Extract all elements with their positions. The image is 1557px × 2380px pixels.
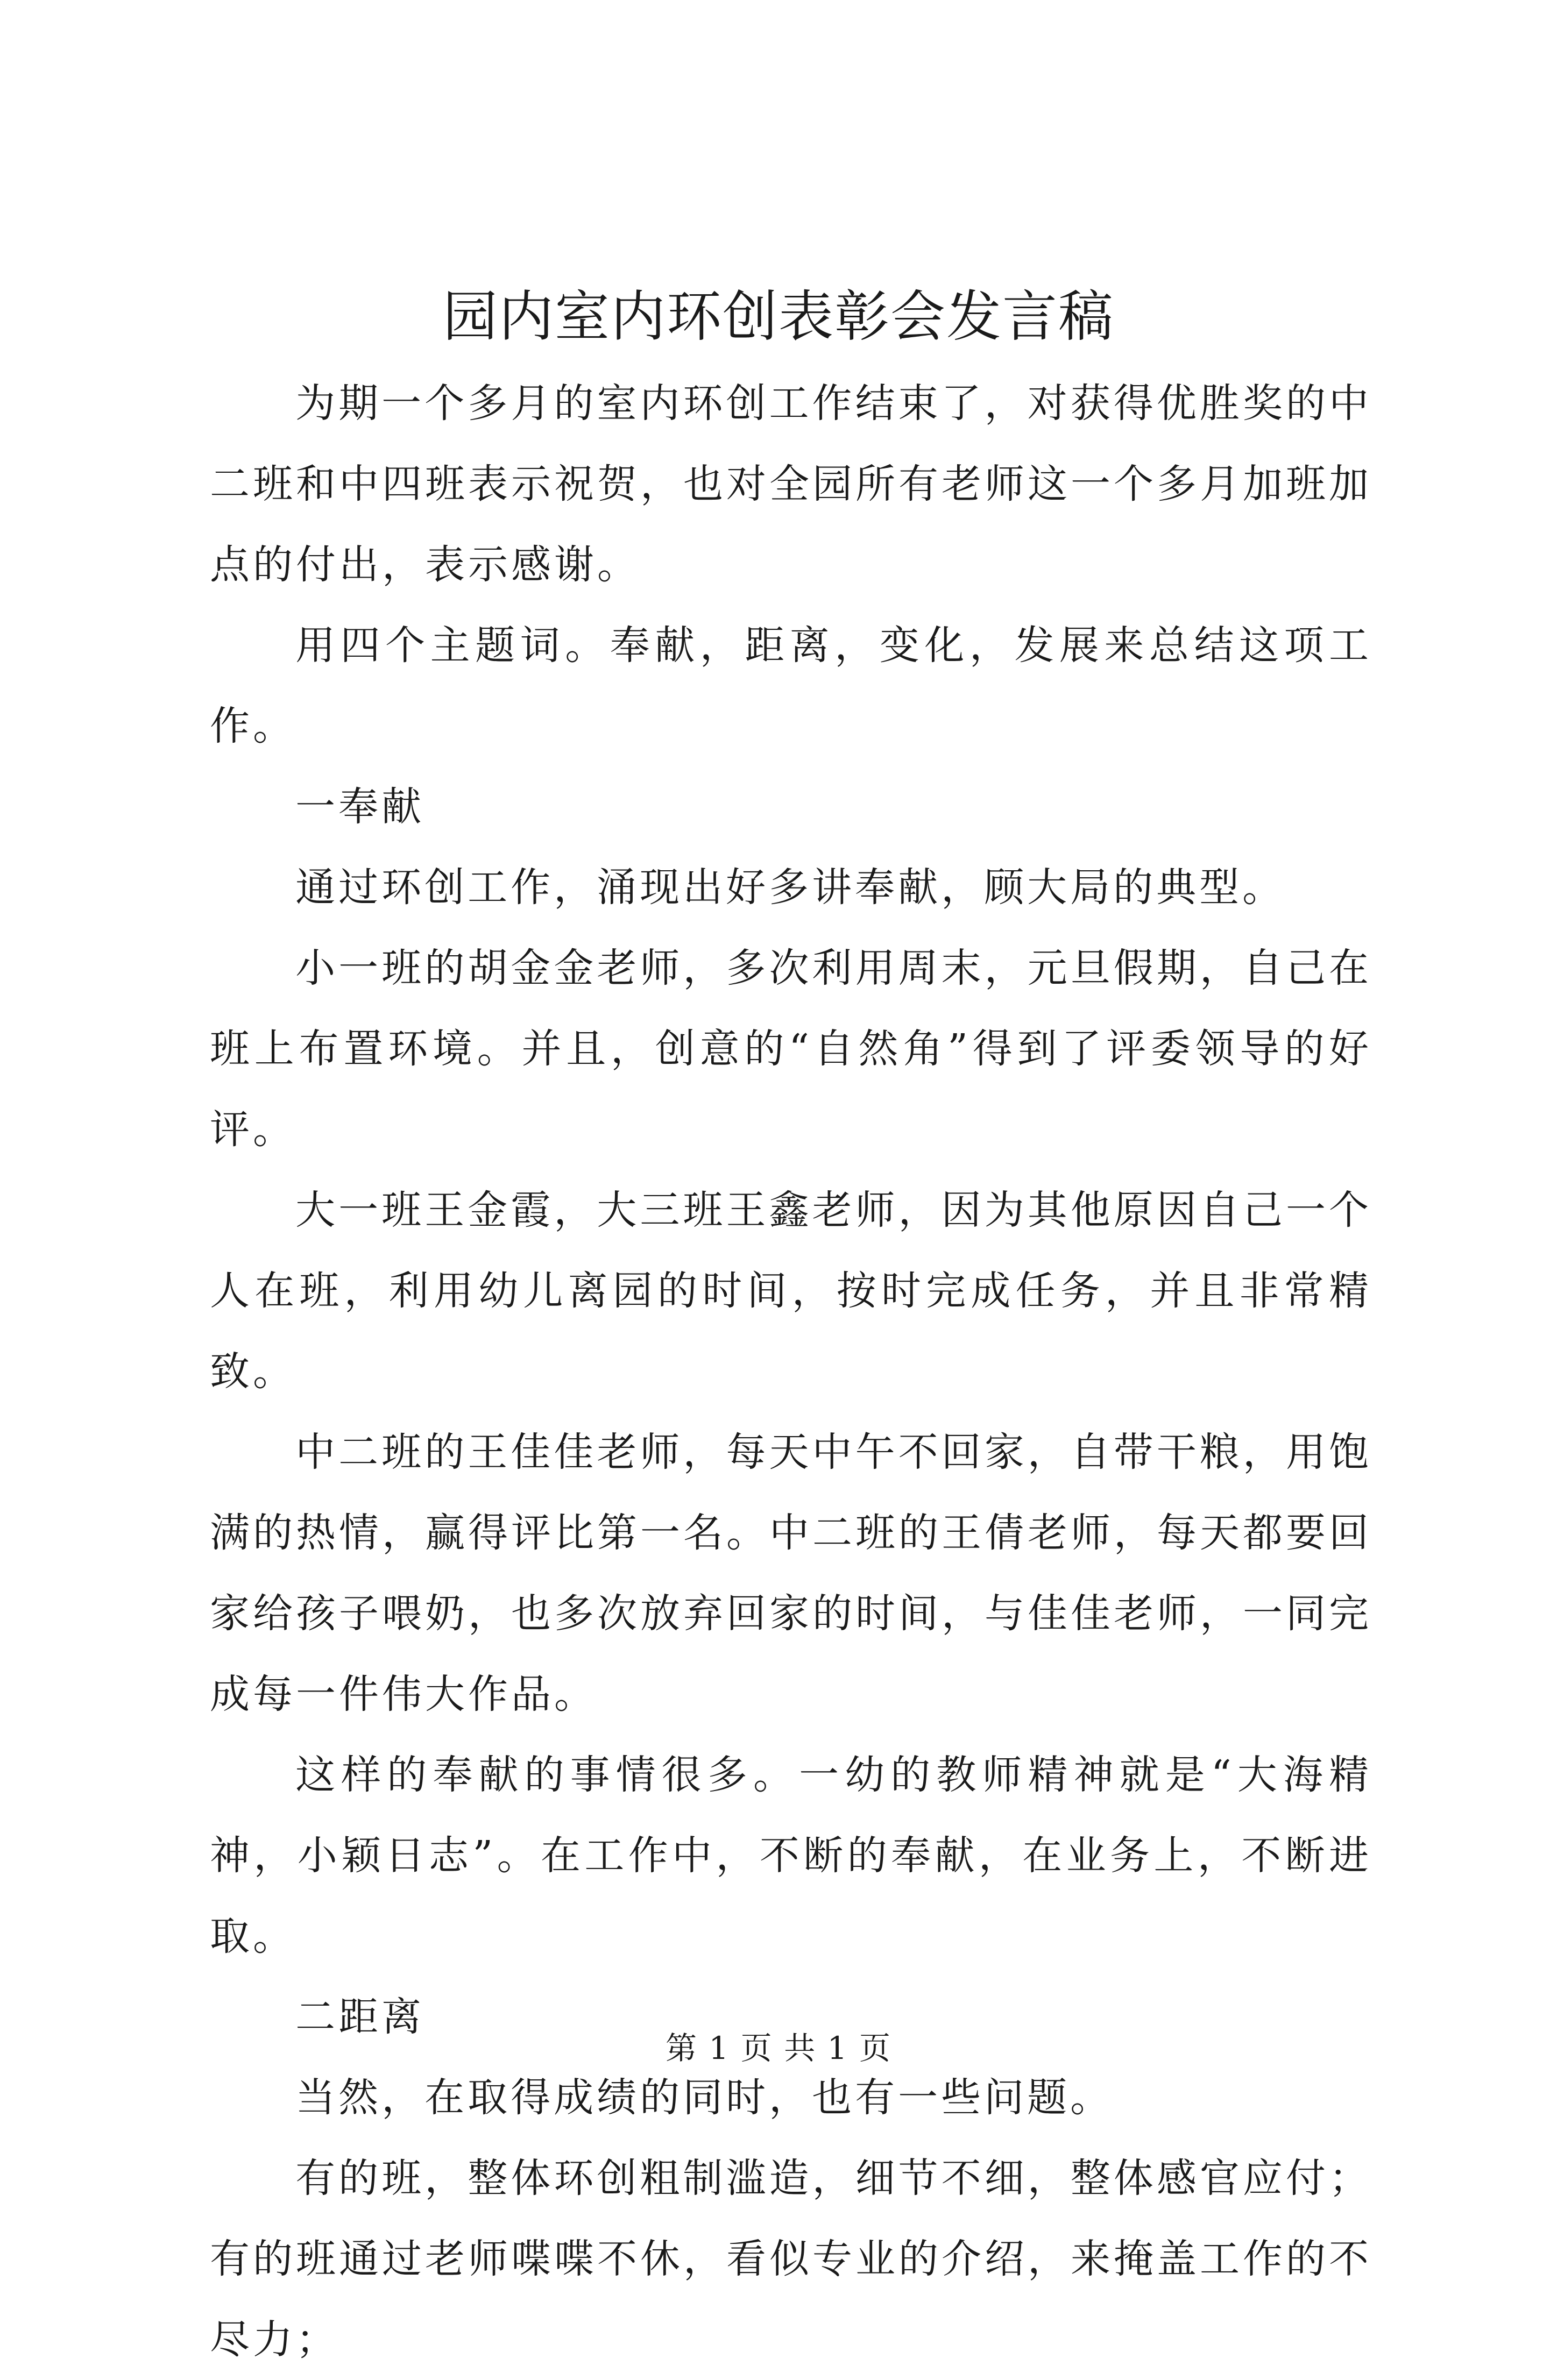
paragraph: 通过环创工作，涌现出好多讲奉献，顾大局的典型。 — [295, 864, 1286, 911]
section-heading: 一奉献 — [295, 784, 425, 830]
paragraph: 中二班的王佳佳老师，每天中午不回家，自带干粮，用饱满的热情，赢得评比第一名。中二班的王倩老师，每天都要回家给孩子喂奶，也多次放弃回家的时间，与佳佳老师，一同完成每一件伟大作品。 — [210, 1429, 1372, 1717]
paragraph: 当然，在取得成绩的同时，也有一些问题。 — [295, 2074, 1114, 2121]
paragraph: 这样的奉献的事情很多。一幼的教师精神就是“大海精神，小颖日志”。在工作中，不断的奉献，在业务上，不断进取。 — [210, 1752, 1372, 1959]
paragraph: 用四个主题词。奉献，距离，变化，发展来总结这项工作。 — [210, 622, 1372, 749]
section-heading: 二距离 — [295, 1994, 425, 2040]
paragraph: 小一班的胡金金老师，多次利用周末，元旦假期，自己在班上布置环境。并且，创意的“自然角”得到了评委领导的好评。 — [210, 945, 1372, 1153]
document-title: 园内室内环创表彰会发言稿 — [443, 285, 1114, 349]
document-body — [210, 363, 1372, 2380]
paragraph: 有的班，整体环创粗制滥造，细节不细，整体感官应付；有的班通过老师喋喋不休，看似专业的介绍，来掩盖工作的不尽力； — [210, 2155, 1372, 2363]
page-footer: 第 1 页 共 1 页 — [666, 2030, 891, 2066]
paragraph: 为期一个多月的室内环创工作结束了，对获得优胜奖的中二班和中四班表示祝贺，也对全园所有老师这一个多月加班加点的付出，表示感谢。 — [210, 380, 1372, 588]
paragraph: 大一班王金霞，大三班王鑫老师，因为其他原因自己一个人在班，利用幼儿离园的时间，按时完成任务，并且非常精致。 — [210, 1187, 1372, 1395]
